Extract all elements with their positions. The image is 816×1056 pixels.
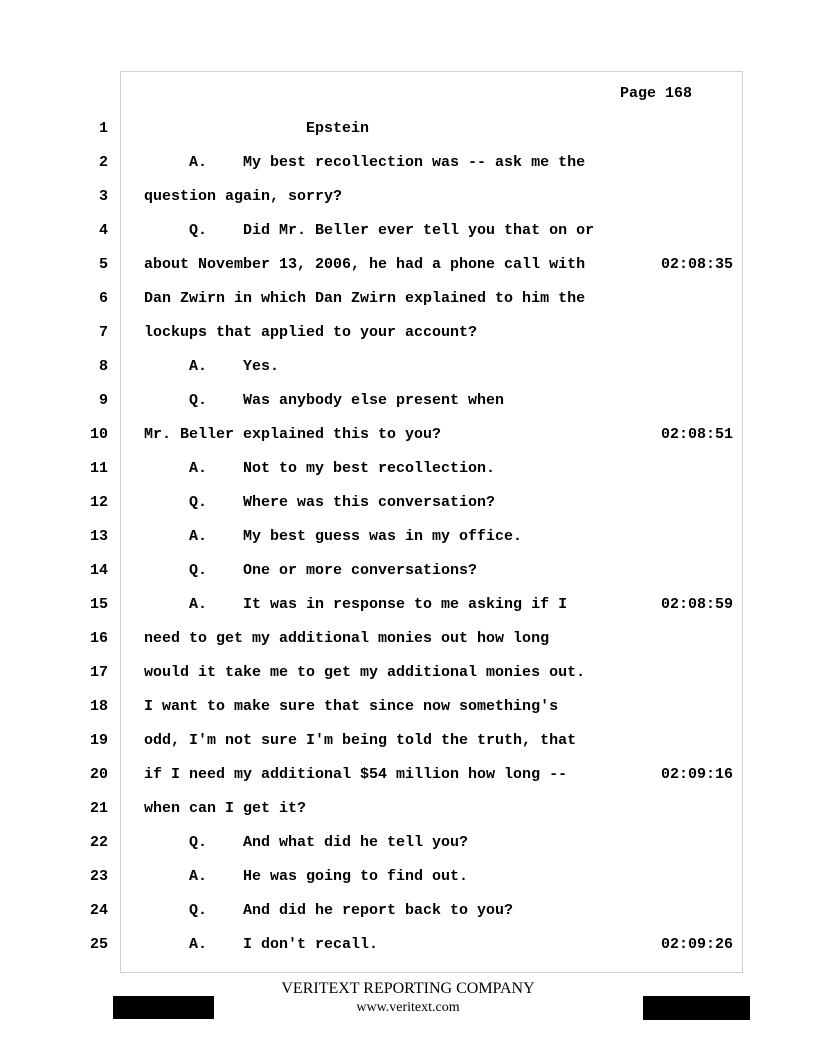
line-text: if I need my additional $54 million how long -- <box>144 766 568 783</box>
line-number: 2 <box>98 154 108 171</box>
line-text: need to get my additional monies out how long <box>144 630 550 647</box>
line-number: 17 <box>89 664 108 681</box>
line-text: A. He was going to find out. <box>144 868 469 885</box>
line-timestamp: 02:08:59 <box>661 596 734 613</box>
line-number: 1 <box>98 120 108 137</box>
line-timestamp: 02:09:26 <box>661 936 734 953</box>
line-timestamp: 02:08:51 <box>661 426 734 443</box>
transcript-line <box>0 290 816 324</box>
line-timestamp: 02:09:16 <box>661 766 734 783</box>
transcript-line <box>0 154 816 188</box>
line-text: Q. And what did he tell you? <box>144 834 469 851</box>
line-number: 12 <box>89 494 108 511</box>
line-number: 7 <box>98 324 108 341</box>
line-text: Q. Where was this conversation? <box>144 494 496 511</box>
line-number: 20 <box>89 766 108 783</box>
line-text: lockups that applied to your account? <box>144 324 478 341</box>
transcript-line <box>0 460 816 494</box>
footer-website: www.veritext.com <box>356 1000 460 1015</box>
line-number: 22 <box>89 834 108 851</box>
line-number: 3 <box>98 188 108 205</box>
transcript-line <box>0 766 816 800</box>
transcript-line <box>0 494 816 528</box>
redaction-box-left <box>113 996 214 1019</box>
line-text: A. It was in response to me asking if I <box>144 596 568 613</box>
line-text: A. I don't recall. <box>144 936 379 953</box>
line-text: Epstein <box>144 120 370 137</box>
line-number: 8 <box>98 358 108 375</box>
line-number: 18 <box>89 698 108 715</box>
line-text: I want to make sure that since now something's <box>144 698 559 715</box>
line-number: 15 <box>89 596 108 613</box>
transcript-line <box>0 256 816 290</box>
line-text: Dan Zwirn in which Dan Zwirn explained to him the <box>144 290 586 307</box>
line-number: 6 <box>98 290 108 307</box>
line-number: 16 <box>89 630 108 647</box>
line-text: A. Yes. <box>144 358 280 375</box>
transcript-line <box>0 868 816 902</box>
transcript-line <box>0 698 816 732</box>
transcript-line <box>0 664 816 698</box>
line-text: A. My best guess was in my office. <box>144 528 523 545</box>
line-text: A. Not to my best recollection. <box>144 460 496 477</box>
page-number: Page 168 <box>620 85 693 102</box>
line-text: Q. One or more conversations? <box>144 562 478 579</box>
transcript-line <box>0 222 816 256</box>
line-number: 4 <box>98 222 108 239</box>
line-number: 24 <box>89 902 108 919</box>
transcript-line <box>0 120 816 154</box>
line-number: 21 <box>89 800 108 817</box>
line-text: A. My best recollection was -- ask me the <box>144 154 586 171</box>
line-number: 10 <box>89 426 108 443</box>
transcript-line <box>0 188 816 222</box>
line-text: Q. Was anybody else present when <box>144 392 505 409</box>
transcript-line <box>0 630 816 664</box>
line-text: Mr. Beller explained this to you? <box>144 426 442 443</box>
line-number: 19 <box>89 732 108 749</box>
transcript-line <box>0 528 816 562</box>
line-text: question again, sorry? <box>144 188 343 205</box>
transcript-line <box>0 732 816 766</box>
line-text: about November 13, 2006, he had a phone call with <box>144 256 586 273</box>
transcript-line <box>0 800 816 834</box>
redaction-box-right <box>643 996 750 1020</box>
transcript-line <box>0 834 816 868</box>
footer-company-name: VERITEXT REPORTING COMPANY <box>281 980 535 997</box>
transcript-line <box>0 596 816 630</box>
transcript-line <box>0 426 816 460</box>
transcript-line <box>0 562 816 596</box>
line-number: 9 <box>98 392 108 409</box>
line-number: 23 <box>89 868 108 885</box>
line-number: 11 <box>89 460 108 477</box>
line-text: would it take me to get my additional monies out. <box>144 664 586 681</box>
line-number: 14 <box>89 562 108 579</box>
transcript-line <box>0 902 816 936</box>
line-number: 25 <box>89 936 108 953</box>
line-timestamp: 02:08:35 <box>661 256 734 273</box>
line-text: Q. Did Mr. Beller ever tell you that on or <box>144 222 595 239</box>
line-text: Q. And did he report back to you? <box>144 902 514 919</box>
line-text: odd, I'm not sure I'm being told the truth, that <box>144 732 577 749</box>
transcript-line <box>0 392 816 426</box>
transcript-line <box>0 936 816 970</box>
transcript-line <box>0 358 816 392</box>
line-number: 5 <box>98 256 108 273</box>
line-number: 13 <box>89 528 108 545</box>
transcript-line <box>0 324 816 358</box>
line-text: when can I get it? <box>144 800 307 817</box>
